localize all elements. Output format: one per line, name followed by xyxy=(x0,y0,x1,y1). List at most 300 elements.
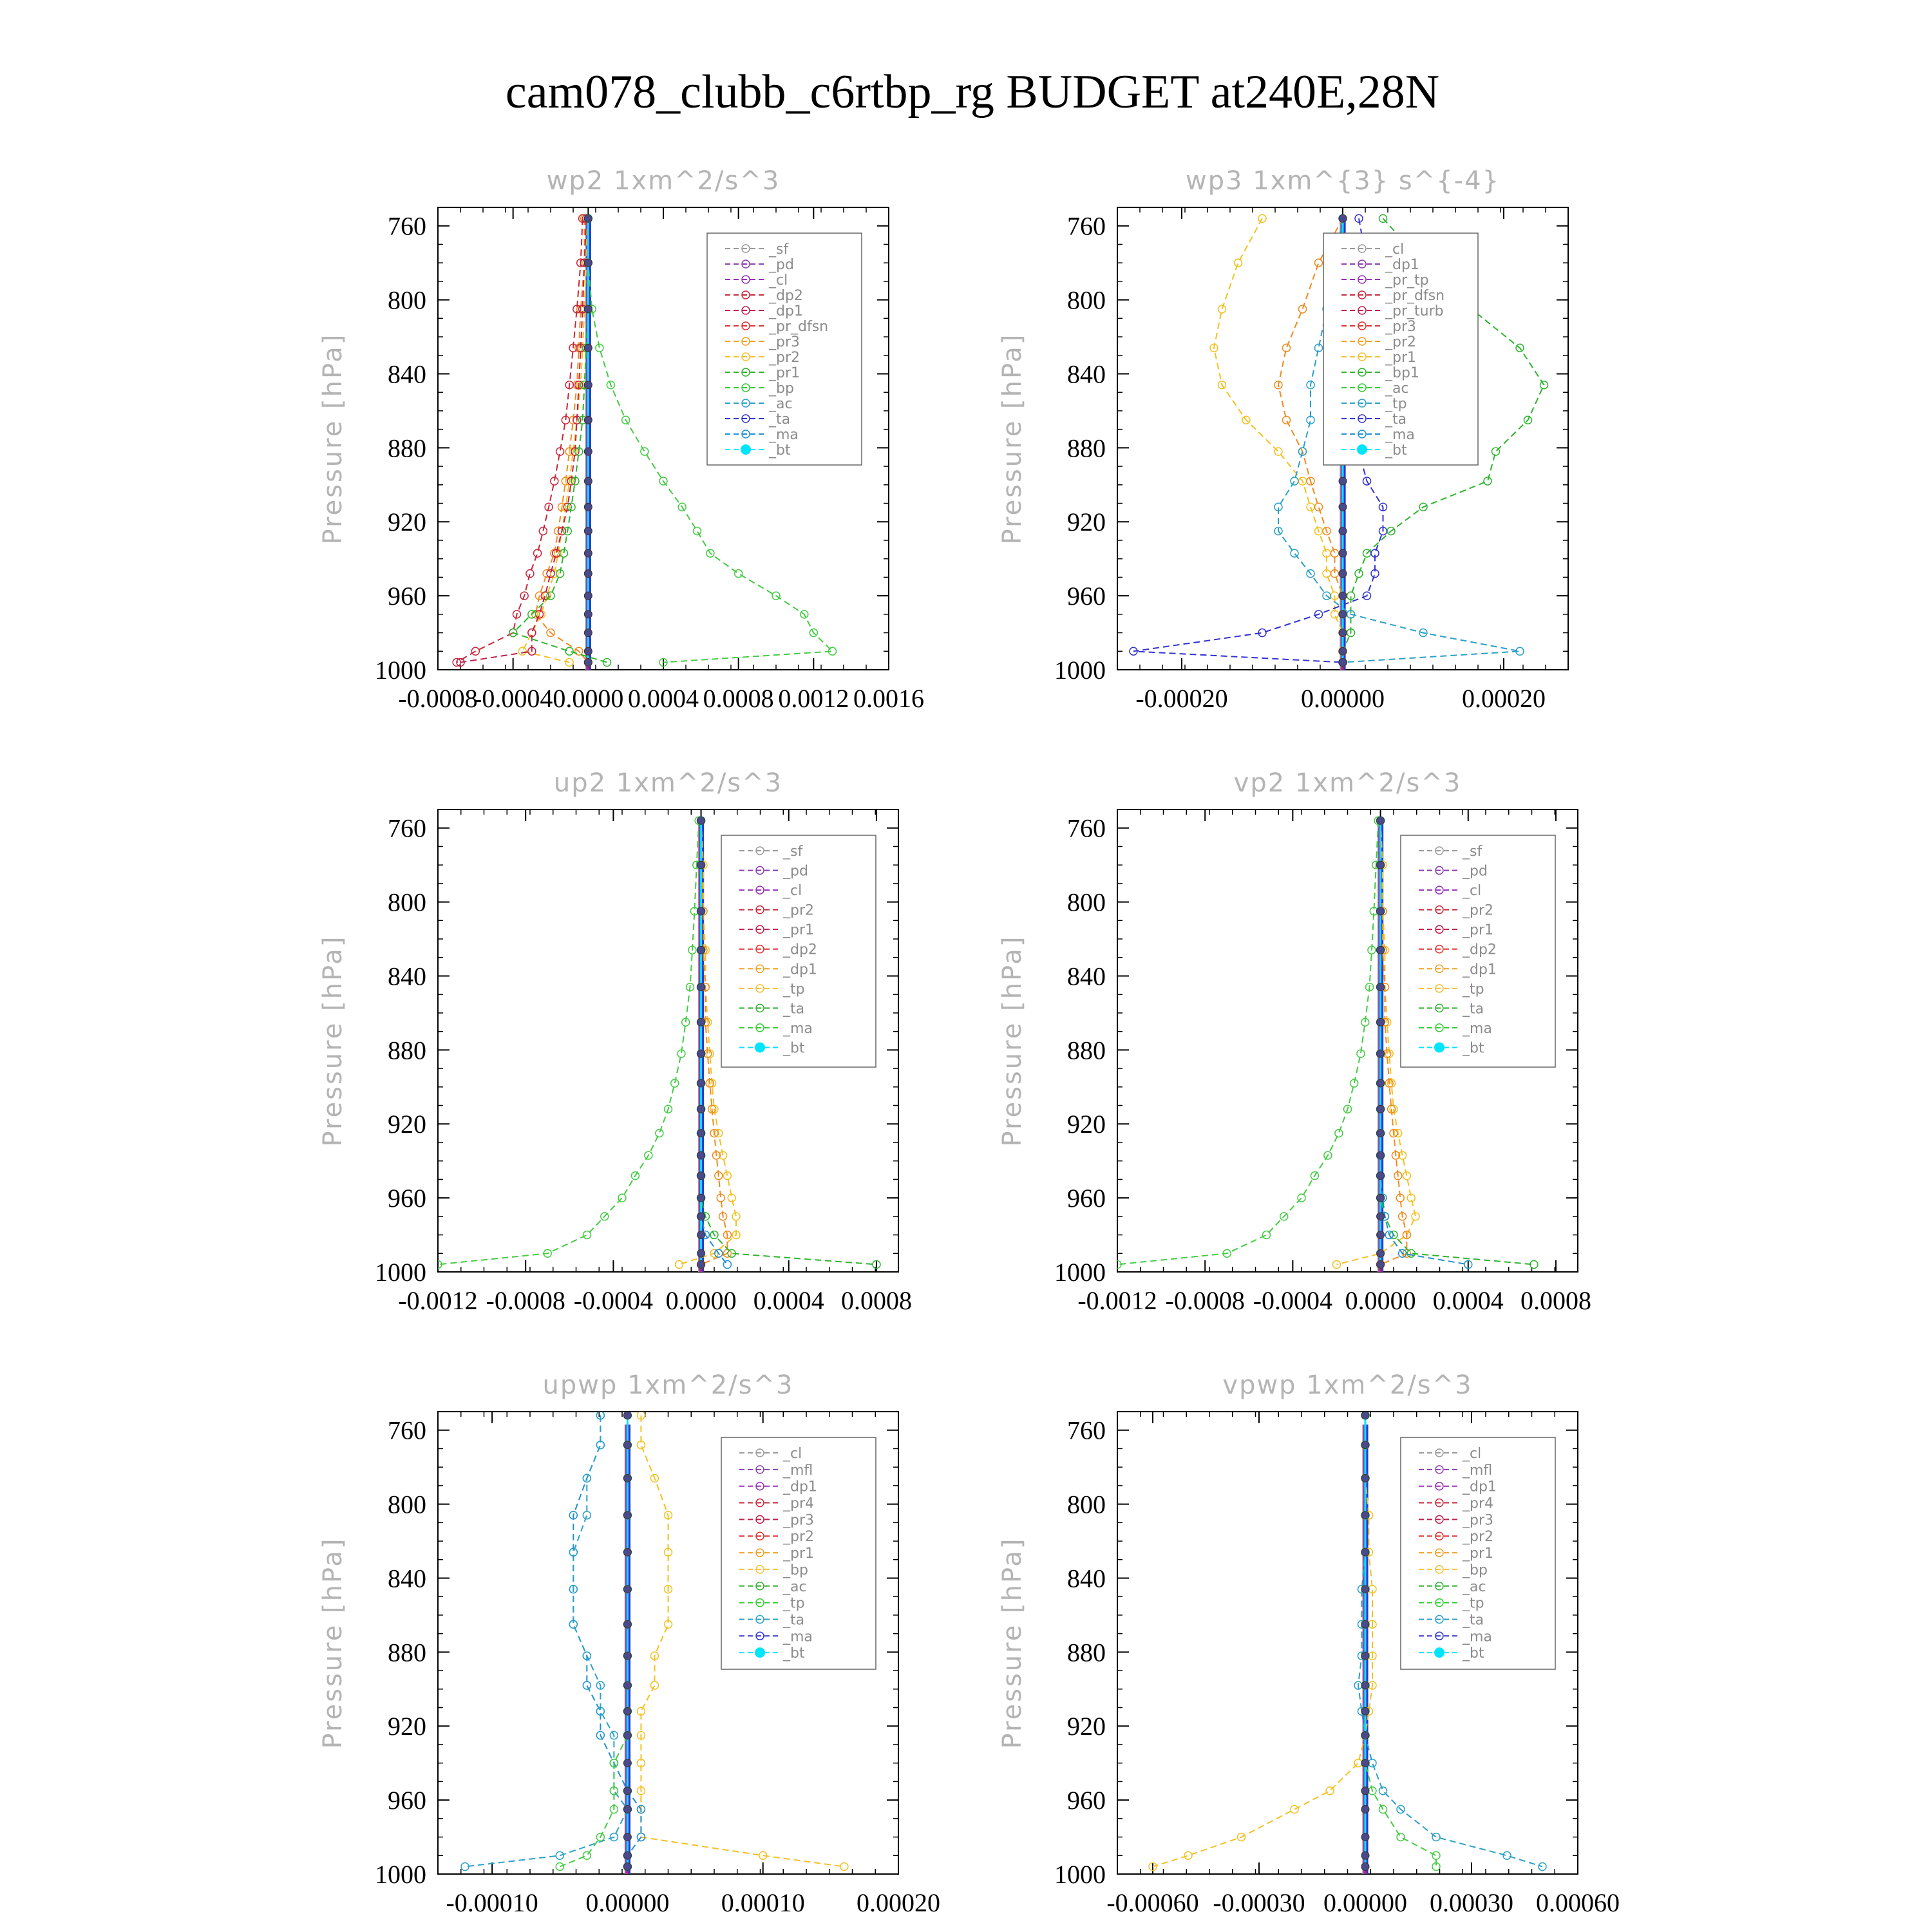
point-bt xyxy=(584,503,592,511)
legend-marker xyxy=(741,444,751,455)
y-axis-label: Pressure [hPa] xyxy=(998,934,1027,1147)
point-bt xyxy=(623,1707,631,1715)
x-tick-label: 0.0000 xyxy=(665,1286,737,1315)
point-dp1 xyxy=(1335,1130,1343,1137)
legend-label: _tp xyxy=(783,981,805,998)
point-bt xyxy=(623,1652,631,1660)
point-bt xyxy=(1361,1681,1369,1689)
y-tick-label: 880 xyxy=(388,433,426,463)
point-bt xyxy=(697,1231,705,1239)
legend-label: _pr_dfsn xyxy=(1385,288,1445,304)
legend-label: _pr2 xyxy=(783,1529,815,1546)
point-bt xyxy=(623,1805,631,1813)
point-pr3 xyxy=(1331,549,1339,557)
point-dp1 xyxy=(1263,1231,1271,1239)
point-bt xyxy=(584,381,592,389)
point-bt xyxy=(584,527,592,535)
legend-label: _ta xyxy=(1463,1001,1484,1018)
panel-wp2 xyxy=(318,166,924,713)
point-bt xyxy=(1361,1852,1369,1859)
point-bt xyxy=(1361,1732,1369,1739)
legend-label: _ta xyxy=(1463,1612,1484,1629)
point-bp xyxy=(583,1852,591,1859)
point-bt xyxy=(1361,1441,1369,1449)
point-bt xyxy=(584,477,592,485)
legend-label: _bp xyxy=(1463,1562,1488,1578)
legend-marker xyxy=(755,1647,765,1658)
legend-label: _dp2 xyxy=(769,288,803,304)
point-bt xyxy=(1339,647,1347,655)
legend-label: _ma xyxy=(783,1020,813,1037)
point-bt xyxy=(697,1151,705,1159)
point-pr1 xyxy=(732,1213,740,1220)
point-bt xyxy=(1361,1474,1369,1482)
point-pr1 xyxy=(1326,1787,1334,1795)
point-bt xyxy=(1377,983,1385,991)
legend-label: _tp xyxy=(1385,396,1407,412)
point-bt xyxy=(1361,1652,1369,1660)
legend-label: _ta xyxy=(769,412,791,428)
x-tick-label: 0.00020 xyxy=(857,1888,940,1917)
series-line-dp2 xyxy=(457,218,582,662)
legend-label: _mfl xyxy=(783,1462,813,1479)
legend-label: _pr3 xyxy=(783,1512,815,1529)
series-line-bp xyxy=(560,1416,627,1867)
legend-label: _pr4 xyxy=(1463,1495,1494,1512)
point-bt xyxy=(697,1130,705,1137)
point-bt xyxy=(1339,477,1347,485)
x-tick-label: 0.00010 xyxy=(721,1888,805,1917)
point-pr3 xyxy=(1315,259,1323,267)
x-tick-label: 0.0000 xyxy=(1345,1286,1416,1315)
panel-title: vp2 1xm^2/s^3 xyxy=(1233,768,1462,798)
point-bp xyxy=(1397,1833,1405,1841)
y-tick-label: 840 xyxy=(1067,1564,1106,1593)
legend-label: _pr_turb xyxy=(1385,303,1444,319)
legend-label: _dp1 xyxy=(1385,257,1419,273)
point-bt xyxy=(1361,1620,1369,1628)
legend-label: _pr_tp xyxy=(1385,272,1429,289)
y-axis-label: Pressure [hPa] xyxy=(318,934,348,1147)
legend-label: _ac xyxy=(769,396,793,412)
y-tick-label: 800 xyxy=(388,1490,426,1519)
legend-label: _pr1 xyxy=(783,1546,815,1562)
point-bt xyxy=(623,1759,631,1767)
legend-label: _dp1 xyxy=(783,1479,817,1495)
legend-label: _bp xyxy=(783,1562,808,1578)
point-bt xyxy=(1361,1412,1369,1419)
point-bt xyxy=(1377,1194,1385,1202)
point-ma xyxy=(1379,1787,1387,1795)
point-bp1 xyxy=(1492,448,1500,455)
x-tick-label: 0.00000 xyxy=(1323,1888,1407,1917)
legend-label: _cl xyxy=(1385,242,1405,258)
point-pr3 xyxy=(1315,503,1323,511)
y-tick-label: 960 xyxy=(388,1184,426,1213)
legend-label: _pr3 xyxy=(1385,319,1417,335)
point-bt xyxy=(1361,1548,1369,1556)
x-tick-label: 0.0008 xyxy=(1520,1286,1591,1315)
point-ma xyxy=(1503,1852,1511,1859)
point-bt xyxy=(1377,1079,1385,1087)
y-tick-label: 1000 xyxy=(375,1258,426,1287)
legend-label: _ac xyxy=(1463,1578,1486,1595)
point-dp1 xyxy=(553,549,560,557)
point-bt xyxy=(623,1681,631,1689)
panel-title: upwp 1xm^2/s^3 xyxy=(542,1370,794,1400)
x-tick-label: -0.0008 xyxy=(486,1286,565,1315)
point-bt xyxy=(1377,1172,1385,1180)
point-bt xyxy=(1377,1261,1385,1269)
point-bt xyxy=(1377,1231,1385,1239)
point-bt xyxy=(1377,1105,1385,1113)
point-bt xyxy=(1339,629,1347,637)
legend-label: _tp xyxy=(783,1595,805,1612)
x-tick-label: 0.00030 xyxy=(1430,1888,1513,1917)
point-bt xyxy=(584,214,592,222)
legend-label: _pr4 xyxy=(783,1495,815,1512)
x-tick-label: 0.0004 xyxy=(753,1286,824,1315)
y-tick-label: 760 xyxy=(1067,211,1106,241)
point-dp2 xyxy=(526,570,534,578)
x-tick-label: -0.00060 xyxy=(1106,1888,1199,1917)
x-tick-label: 0.0000 xyxy=(553,684,624,713)
point-bp1 xyxy=(1355,570,1363,578)
y-tick-label: 920 xyxy=(1067,1110,1106,1139)
y-tick-label: 960 xyxy=(1067,1786,1106,1815)
point-pr1 xyxy=(1291,1805,1298,1813)
series-line-dp1 xyxy=(460,218,586,662)
point-bt xyxy=(584,629,592,637)
point-bt xyxy=(1339,611,1347,618)
point-bt xyxy=(697,1105,705,1113)
x-tick-label: 0.0012 xyxy=(778,684,849,713)
panel-up2 xyxy=(318,768,912,1315)
y-tick-label: 880 xyxy=(388,1638,426,1667)
point-dp2 xyxy=(1530,1261,1538,1269)
point-bt xyxy=(1339,214,1347,222)
point-bt xyxy=(697,983,705,991)
x-tick-label: 0.00020 xyxy=(1462,684,1546,713)
point-pr1 xyxy=(840,1863,848,1871)
y-tick-label: 760 xyxy=(388,211,426,241)
series-line-pr1 xyxy=(513,218,607,662)
legend-label: _pr3 xyxy=(1463,1512,1494,1529)
y-tick-label: 960 xyxy=(388,582,426,611)
y-axis-label: Pressure [hPa] xyxy=(318,332,348,545)
x-tick-label: -0.0012 xyxy=(398,1286,478,1315)
x-tick-label: 0.00060 xyxy=(1536,1888,1620,1917)
legend-label: _bt xyxy=(1463,1645,1484,1662)
point-bt xyxy=(623,1511,631,1519)
y-tick-label: 840 xyxy=(1067,359,1106,389)
point-bt xyxy=(1377,907,1385,915)
point-dp1 xyxy=(583,1231,591,1239)
point-bp xyxy=(735,570,743,578)
point-tp xyxy=(583,1681,591,1689)
legend-label: _ma xyxy=(1463,1020,1492,1037)
point-bt xyxy=(1361,1586,1369,1593)
point-bt xyxy=(1377,1050,1385,1057)
legend-label: _pr2 xyxy=(769,350,800,366)
legend-label: _pr2 xyxy=(1463,902,1494,919)
y-tick-label: 840 xyxy=(1067,961,1106,991)
legend-label: _dp1 xyxy=(769,303,803,319)
x-tick-label: 0.0004 xyxy=(1432,1286,1504,1315)
y-tick-label: 880 xyxy=(1067,433,1106,463)
point-bt xyxy=(1377,1213,1385,1220)
x-tick-label: 0.00000 xyxy=(585,1888,670,1917)
legend-label: _pr2 xyxy=(1463,1529,1494,1546)
legend-label: _pr1 xyxy=(1385,350,1417,366)
point-pr2 xyxy=(1235,259,1242,267)
y-tick-label: 880 xyxy=(1067,1036,1106,1065)
x-tick-label: 0.00000 xyxy=(1301,684,1385,713)
legend-label: _pr_dfsn xyxy=(769,319,829,335)
panel-title: up2 1xm^2/s^3 xyxy=(553,768,783,798)
x-tick-label: 0.0004 xyxy=(628,684,699,713)
legend-label: _pr1 xyxy=(1463,1546,1494,1562)
point-bt xyxy=(697,946,705,954)
legend-label: _pr1 xyxy=(1463,922,1494,939)
x-tick-label: 0.0008 xyxy=(840,1286,912,1315)
point-bt xyxy=(697,1261,705,1269)
y-tick-label: 840 xyxy=(388,359,426,389)
legend-label: _sf xyxy=(1463,844,1482,860)
point-pr3 xyxy=(1283,344,1291,352)
point-ma xyxy=(1368,1759,1376,1767)
point-bt xyxy=(584,549,592,557)
point-bt xyxy=(1361,1787,1369,1795)
legend-label: _pd xyxy=(1463,863,1488,880)
y-tick-label: 760 xyxy=(1067,813,1106,843)
point-bt xyxy=(697,1194,705,1202)
legend-label: _cl xyxy=(1463,883,1482,900)
y-tick-label: 1000 xyxy=(375,656,426,685)
y-tick-label: 1000 xyxy=(375,1860,426,1889)
x-tick-label: 0.0008 xyxy=(703,684,774,713)
point-ma xyxy=(723,1261,731,1269)
point-pr1 xyxy=(1412,1213,1419,1220)
point-bt xyxy=(1377,1130,1385,1137)
point-bt xyxy=(697,1079,705,1087)
y-tick-label: 960 xyxy=(1067,582,1106,611)
point-pr1 xyxy=(565,647,573,655)
point-dp1 xyxy=(618,1194,626,1202)
point-bt xyxy=(584,416,592,424)
panel-vpwp xyxy=(998,1370,1620,1917)
point-pr1 xyxy=(1354,1759,1362,1767)
point-bt xyxy=(584,570,592,578)
point-bt xyxy=(584,344,592,352)
legend-label: _pr2 xyxy=(783,902,815,919)
point-bt xyxy=(1339,659,1347,667)
point-bt xyxy=(697,861,705,869)
y-tick-label: 920 xyxy=(388,1712,426,1741)
legend-label: _ac xyxy=(1385,381,1409,397)
point-bp xyxy=(556,1863,564,1871)
y-tick-label: 960 xyxy=(388,1786,426,1815)
legend-marker xyxy=(1434,1042,1444,1052)
panels xyxy=(318,166,1620,1917)
series-line-tp xyxy=(573,1416,641,1867)
x-tick-label: -0.0008 xyxy=(398,684,478,713)
point-bt xyxy=(584,592,592,600)
point-pr1 xyxy=(1184,1852,1192,1859)
legend-label: _dp1 xyxy=(1463,1479,1497,1495)
point-dp1 xyxy=(1298,1194,1305,1202)
point-pr1 xyxy=(603,659,611,667)
point-bt xyxy=(623,1620,631,1628)
legend-label: _cl xyxy=(769,272,788,289)
panel-wp3 xyxy=(998,166,1568,713)
point-bt xyxy=(1377,817,1385,824)
legend-marker xyxy=(1434,1647,1444,1658)
x-tick-label: -0.0008 xyxy=(1165,1286,1245,1315)
x-tick-label: -0.00010 xyxy=(446,1888,538,1917)
point-bt xyxy=(584,448,592,455)
point-bt xyxy=(697,1018,705,1026)
point-bt xyxy=(623,1586,631,1593)
legend-label: _pr2 xyxy=(1385,334,1417,350)
point-pr3 xyxy=(1299,305,1307,313)
legend-label: _ta xyxy=(783,1612,805,1629)
legend-label: _bt xyxy=(769,442,791,459)
point-bt xyxy=(1339,592,1347,600)
y-tick-label: 880 xyxy=(388,1036,426,1065)
legend-label: _sf xyxy=(769,242,789,258)
point-bt xyxy=(697,1172,705,1180)
point-pr1 xyxy=(676,1261,683,1269)
y-tick-label: 800 xyxy=(1067,1490,1106,1519)
point-bp xyxy=(641,448,649,455)
point-bt xyxy=(697,1249,705,1257)
y-tick-label: 840 xyxy=(388,961,426,991)
point-bt xyxy=(1361,1759,1369,1767)
point-bt xyxy=(697,907,705,915)
point-pr2 xyxy=(1218,305,1226,313)
legend-marker xyxy=(1357,444,1367,455)
panel-vp2 xyxy=(998,768,1591,1315)
point-bt xyxy=(623,1732,631,1739)
legend-label: _cl xyxy=(783,1446,802,1462)
point-pr3 xyxy=(1283,416,1291,424)
y-tick-label: 840 xyxy=(388,1564,426,1593)
legend-label: _tp xyxy=(1463,1595,1484,1612)
series-line-dp1 xyxy=(1117,820,1378,1264)
point-bt xyxy=(584,659,592,667)
point-bt xyxy=(697,817,705,824)
x-tick-label: -0.00030 xyxy=(1213,1888,1305,1917)
legend-label: _ma xyxy=(769,427,799,443)
y-tick-label: 800 xyxy=(388,285,426,315)
point-bt xyxy=(1339,570,1347,578)
legend-label: _pr1 xyxy=(783,922,815,939)
y-tick-label: 920 xyxy=(388,1110,426,1139)
point-dp1 xyxy=(656,1130,663,1137)
legend-label: _dp2 xyxy=(783,942,817,958)
legend-label: _ma xyxy=(1385,427,1415,443)
legend-label: _ma xyxy=(1463,1629,1492,1645)
legend-label: _cl xyxy=(1463,1446,1482,1462)
legend-label: _bt xyxy=(783,1040,805,1057)
legend-label: _bt xyxy=(783,1645,805,1662)
legend-label: _dp1 xyxy=(783,961,817,978)
series-line-pr1 xyxy=(1153,1416,1372,1867)
point-bt xyxy=(1361,1707,1369,1715)
point-ac xyxy=(1291,477,1298,485)
legend-label: _ta xyxy=(1385,412,1407,428)
point-ma xyxy=(583,1511,591,1519)
y-tick-label: 1000 xyxy=(1054,1258,1106,1287)
point-bp xyxy=(694,527,701,535)
point-bt xyxy=(623,1833,631,1841)
y-tick-label: 800 xyxy=(1067,285,1106,315)
y-tick-label: 800 xyxy=(388,887,426,917)
legend-label: _sf xyxy=(783,844,803,860)
point-bt xyxy=(1377,946,1385,954)
point-bt xyxy=(623,1863,631,1871)
y-tick-label: 960 xyxy=(1067,1184,1106,1213)
legend-label: _pd xyxy=(783,863,808,880)
point-bt xyxy=(1377,1249,1385,1257)
point-ma xyxy=(1539,1863,1546,1871)
legend-label: _tp xyxy=(1463,981,1484,998)
point-bt xyxy=(1339,527,1347,535)
point-bt xyxy=(1361,1863,1369,1871)
point-bt xyxy=(623,1787,631,1795)
legend-label: _ac xyxy=(783,1578,807,1595)
y-tick-label: 920 xyxy=(388,507,426,537)
point-bt xyxy=(623,1852,631,1859)
point-bt xyxy=(1339,503,1347,511)
point-bt xyxy=(1377,1018,1385,1026)
point-bt xyxy=(623,1412,631,1419)
point-bt xyxy=(1339,549,1347,557)
point-bt xyxy=(1377,1151,1385,1159)
point-bt xyxy=(1361,1805,1369,1813)
x-tick-label: 0.0016 xyxy=(853,684,924,713)
legend-label: _dp2 xyxy=(1463,942,1497,958)
point-pr1 xyxy=(650,1681,658,1689)
point-bp1 xyxy=(1484,477,1492,485)
y-axis-label: Pressure [hPa] xyxy=(998,1537,1027,1749)
point-bt xyxy=(1377,861,1385,869)
y-tick-label: 760 xyxy=(388,1416,426,1445)
series-line-dp1 xyxy=(438,820,699,1264)
point-bt xyxy=(584,259,592,267)
point-ma xyxy=(1432,1833,1440,1841)
y-tick-label: 1000 xyxy=(1054,1860,1106,1889)
y-tick-label: 920 xyxy=(1067,507,1106,537)
x-tick-label: -0.0004 xyxy=(573,1286,654,1315)
x-tick-label: -0.00020 xyxy=(1135,684,1228,713)
point-bt xyxy=(1361,1833,1369,1841)
point-bt xyxy=(623,1548,631,1556)
point-bt xyxy=(584,611,592,618)
point-bt xyxy=(697,1213,705,1220)
point-bt xyxy=(1361,1511,1369,1519)
legend-label: _pr1 xyxy=(769,365,800,381)
legend-label: _bp1 xyxy=(1385,365,1419,381)
legend-label: _bt xyxy=(1385,442,1407,459)
panel-title: wp2 1xm^2/s^3 xyxy=(546,166,781,196)
legend-label: _bt xyxy=(1463,1040,1484,1057)
y-tick-label: 760 xyxy=(388,813,426,843)
point-bp xyxy=(1432,1852,1440,1859)
y-tick-label: 1000 xyxy=(1054,656,1106,685)
x-tick-label: -0.0012 xyxy=(1077,1286,1157,1315)
